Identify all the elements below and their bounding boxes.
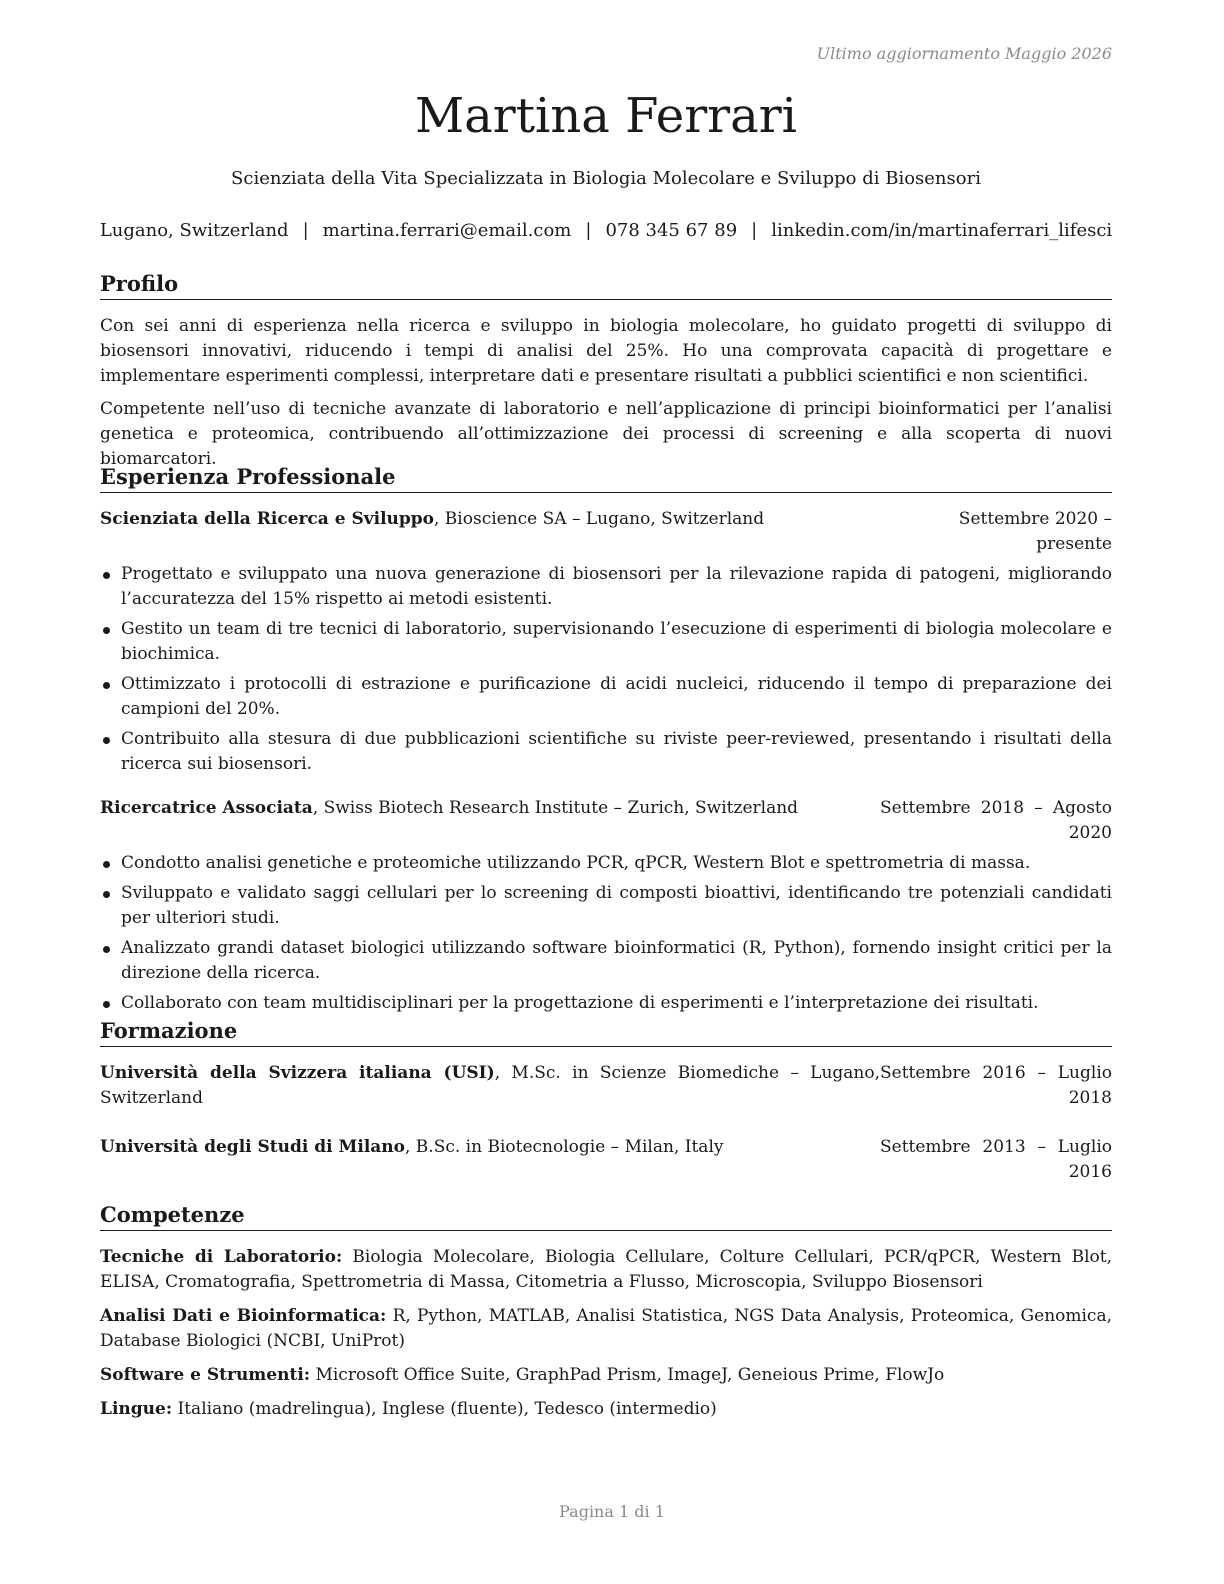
list-item [100,562,1112,612]
profile-section [100,270,1112,472]
bullet-text: Analizzato grandi dataset biologici utilizzando software bioinformatici (R, Python), fornendo insight critici per la direzione della ricerca. [121,938,1112,983]
skill-value: R, Python, MATLAB, Analisi Statistica, NGS Data Analysis, Proteomica, Genomica, Database Biologici (NCBI, UniProt) [100,1306,1112,1351]
list-item [100,617,1112,667]
skill-label: Software e Strumenti: [100,1365,311,1385]
section-title-skills: Competenze [100,1201,1112,1231]
job-dates: Settembre 2018 – Agosto 2020 [880,798,1112,843]
job-entry [100,507,1112,777]
education-entry [100,1135,1112,1185]
bullet-text: Contribuito alla stesura di due pubblicazioni scientifiche su riviste peer-reviewed, presentando i risultati della ricerca sui biosensori. [121,729,1112,774]
job-bullets [100,562,1112,777]
education-school: Università della Svizzera italiana (USI) [100,1063,495,1083]
education-dates: Settembre 2013 – Luglio 2016 [880,1137,1112,1182]
profile-paragraph: Con sei anni di esperienza nella ricerca e sviluppo in biologia molecolare, ho guidato progetti di sviluppo di biosensori innovativi, riducendo i tempi di analisi del 25%. Ho una comprovata capacità di progettare e implementare esperimenti complessi, interpretare dati e presentare risultati a pubblici scientifici e non scientifici. [100,316,1112,386]
skill-line [100,1304,1112,1354]
bullet-icon [103,891,110,898]
job-org: , Swiss Biotech Research Institute – Zurich, Switzerland [312,798,799,818]
contact-line [94,220,1118,241]
skill-value: Italiano (madrelingua), Inglese (fluente), Tedesco (intermedio) [172,1399,717,1419]
job-dates: Settembre 2020 – presente [958,509,1112,554]
bullet-text: Sviluppato e validato saggi cellulari per lo screening di composti bioattivi, identificando tre potenziali candidati per ulteriori studi. [121,883,1112,928]
skills-section [100,1201,1112,1422]
list-item [100,881,1112,931]
bullet-icon [103,682,110,689]
job-role: Scienziata della Ricerca e Sviluppo [100,509,434,529]
list-item [100,672,1112,722]
skill-label: Analisi Dati e Bioinformatica: [100,1306,387,1326]
candidate-subtitle: Scienziata della Vita Specializzata in Biologia Molecolare e Sviluppo di Biosensori [231,168,981,189]
skill-line [100,1363,1112,1388]
section-title-profile: Profilo [100,270,1112,300]
education-detail: , B.Sc. in Biotecnologie – Milan, Italy [405,1137,724,1157]
bullet-text: Collaborato con team multidisciplinari per la progettazione di esperimenti e l’interpretazione dei risultati. [121,993,1039,1013]
bullet-text: Condotto analisi genetiche e proteomiche utilizzando PCR, qPCR, Western Blot e spettrometria di massa. [121,853,1031,873]
page-number: Pagina 1 di 1 [559,1502,665,1521]
section-title-education: Formazione [100,1017,1112,1047]
profile-paragraph: Competente nell’uso di tecniche avanzate di laboratorio e nell’applicazione di principi bioinformatici per l’analisi genetica e proteomica, contribuendo all’ottimizzazione dei processi di screening e alla scoperta di nuovi biomarcatori. [100,399,1112,469]
list-item [100,936,1112,986]
job-org: , Bioscience SA – Lugano, Switzerland [434,509,765,529]
skill-value: Microsoft Office Suite, GraphPad Prism, ImageJ, Geneious Prime, FlowJo [310,1365,945,1385]
bullet-text: Ottimizzato i protocolli di estrazione e purificazione di acidi nucleici, riducendo il tempo di preparazione dei campioni del 20%. [121,674,1112,719]
education-dates: Settembre 2016 – Luglio 2018 [880,1063,1112,1108]
section-title-experience: Esperienza Professionale [100,463,1112,493]
job-role: Ricercatrice Associata [100,798,313,818]
contact-email[interactable]: martina.ferrari@email.com [322,220,572,241]
candidate-name: Martina Ferrari [414,88,798,144]
skill-value: Biologia Molecolare, Biologia Cellulare, Colture Cellulari, PCR/qPCR, Western Blot, ELISA, Cromatografia, Spettrometria di Massa, Citometria a Flusso, Microscopia, Sviluppo Biosensori [100,1247,1112,1292]
list-item [100,991,1112,1016]
contact-linkedin[interactable]: linkedin.com/in/martinaferrari_lifesci [771,220,1113,241]
experience-section [100,463,1112,1021]
bullet-icon [103,1001,110,1008]
skill-line [100,1245,1112,1295]
bullet-text: Gestito un team di tre tecnici di laboratorio, supervisionando l’esecuzione di esperimenti di biologia molecolare e biochimica. [121,619,1112,664]
education-school: Università degli Studi di Milano [100,1137,405,1157]
bullet-icon [103,861,110,868]
contact-location: Lugano, Switzerland [99,220,289,241]
contact-separator: | [751,220,758,241]
bullet-text: Progettato e sviluppato una nuova generazione di biosensori per la rilevazione rapida di patogeni, migliorando l’accuratezza del 15% rispetto ai metodi esistenti. [121,564,1112,609]
bullet-icon [103,946,110,953]
bullet-icon [103,627,110,634]
skill-label: Lingue: [100,1399,173,1419]
contact-separator: | [585,220,592,241]
contact-phone[interactable]: 078 345 67 89 [605,220,738,241]
education-section [100,1017,1112,1185]
job-entry [100,796,1112,1016]
contact-separator: | [302,220,309,241]
bullet-icon [103,737,110,744]
education-detail: , M.Sc. in Scienze Biomediche – Lugano, Switzerland [100,1063,880,1108]
job-header [100,507,1112,557]
job-header [100,796,1112,846]
list-item [100,727,1112,777]
skill-line [100,1397,1112,1422]
last-updated: Ultimo aggiornamento Maggio 2026 [816,44,1112,63]
education-entry [100,1061,1112,1111]
job-bullets [100,851,1112,1016]
bullet-icon [103,572,110,579]
skill-label: Tecniche di Laboratorio: [100,1247,343,1267]
list-item [100,851,1112,876]
